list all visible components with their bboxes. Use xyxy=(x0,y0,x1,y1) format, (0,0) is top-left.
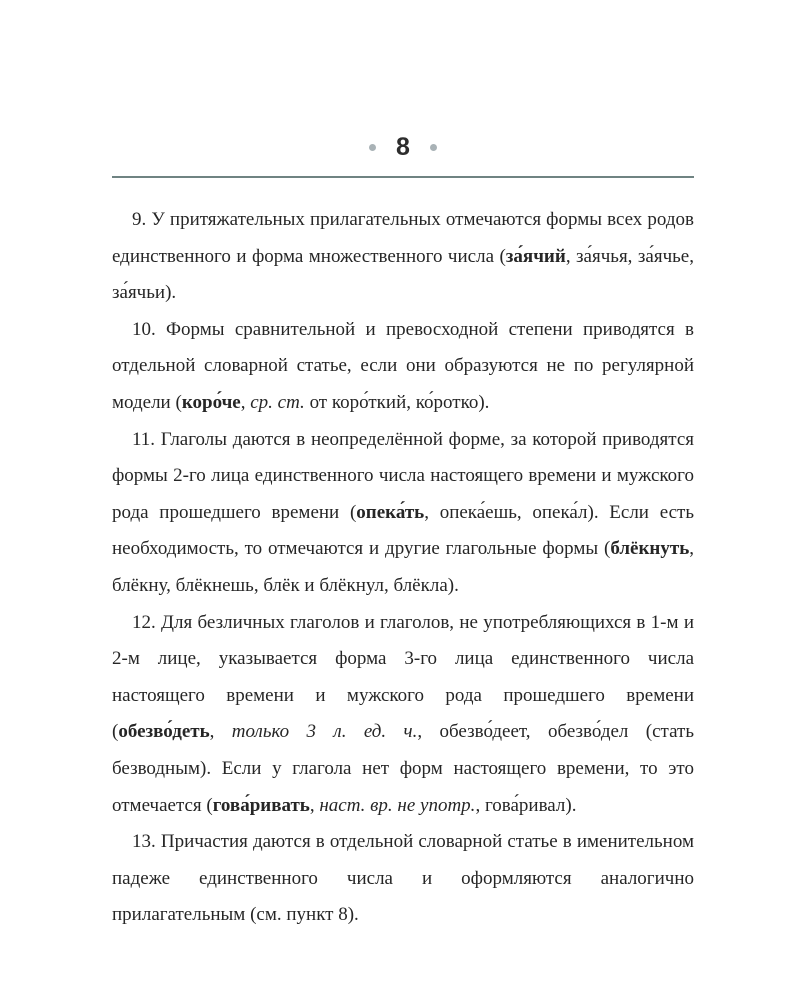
headword: гова́ривать xyxy=(212,794,310,816)
text-run: , за́ячья, за́ячье, за́ячьи). xyxy=(112,245,694,304)
paragraph-11 xyxy=(112,422,694,605)
headword: коро́че xyxy=(181,391,241,413)
headword: за́ячий xyxy=(505,245,566,267)
text-run: от коро́ткий, ко́ротко). xyxy=(304,391,490,413)
text-run: , обезво́деет, обезво́дел (стать безводным). Если у глагола нет форм настоящего времени, то это отмечается ( xyxy=(112,721,694,816)
text-run: 9. У притяжательных прилагательных отмечаются формы всех родов единственного и форма множественного числа ( xyxy=(112,209,694,267)
grammar-note: только 3 л. ед. ч. xyxy=(231,721,418,743)
text-run: , xyxy=(240,391,251,413)
bullet-dot-left xyxy=(369,144,376,151)
text-run: , xyxy=(309,794,320,816)
body-text xyxy=(112,202,694,934)
header-divider xyxy=(112,176,694,178)
text-run: , xyxy=(209,721,232,743)
text-run: 12. Для безличных глаголов и глаголов, не употребляющихся в 1-м и 2-м лице, указывается форма 3-го лица единственного числа настоящего времени и мужского рода прошедшего времени ( xyxy=(112,611,694,743)
text-run: 11. Глаголы даются в неопределённой форме, за которой приводятся формы 2-го лица единственного числа настоящего времени и мужского рода прошедшего времени ( xyxy=(112,428,694,523)
headword: опека́ть xyxy=(356,501,425,523)
bullet-dot-right xyxy=(430,144,437,151)
paragraph-10 xyxy=(112,312,694,422)
paragraph-13 xyxy=(112,824,694,934)
page-header xyxy=(112,130,694,164)
headword: обезво́деть xyxy=(118,721,210,743)
text-run: , блёкну, блёкнешь, блёк и блёкнул, блёкла). xyxy=(112,538,694,596)
paragraph-9 xyxy=(112,202,694,312)
text-run: 13. Причастия даются в отдельной словарной статье в именительном падеже единственного числа и оформляются аналогично прилагательным (см. пункт 8). xyxy=(112,831,694,926)
paragraph-12 xyxy=(112,605,694,825)
text-run: , опека́ешь, опека́л). Если есть необходимость, то отмечаются и другие глагольные формы ( xyxy=(112,501,695,560)
page-number: 8 xyxy=(396,133,410,161)
headword: блёкнуть xyxy=(610,538,690,560)
grammar-note: ср. ст. xyxy=(250,391,305,413)
text-run: 10. Формы сравнительной и превосходной степени приводятся в отдельной словарной статье, если они образуются не по регулярной модели ( xyxy=(112,318,694,413)
text-run: , гова́ривал). xyxy=(475,794,577,816)
grammar-note: наст. вр. не употр. xyxy=(319,794,476,816)
